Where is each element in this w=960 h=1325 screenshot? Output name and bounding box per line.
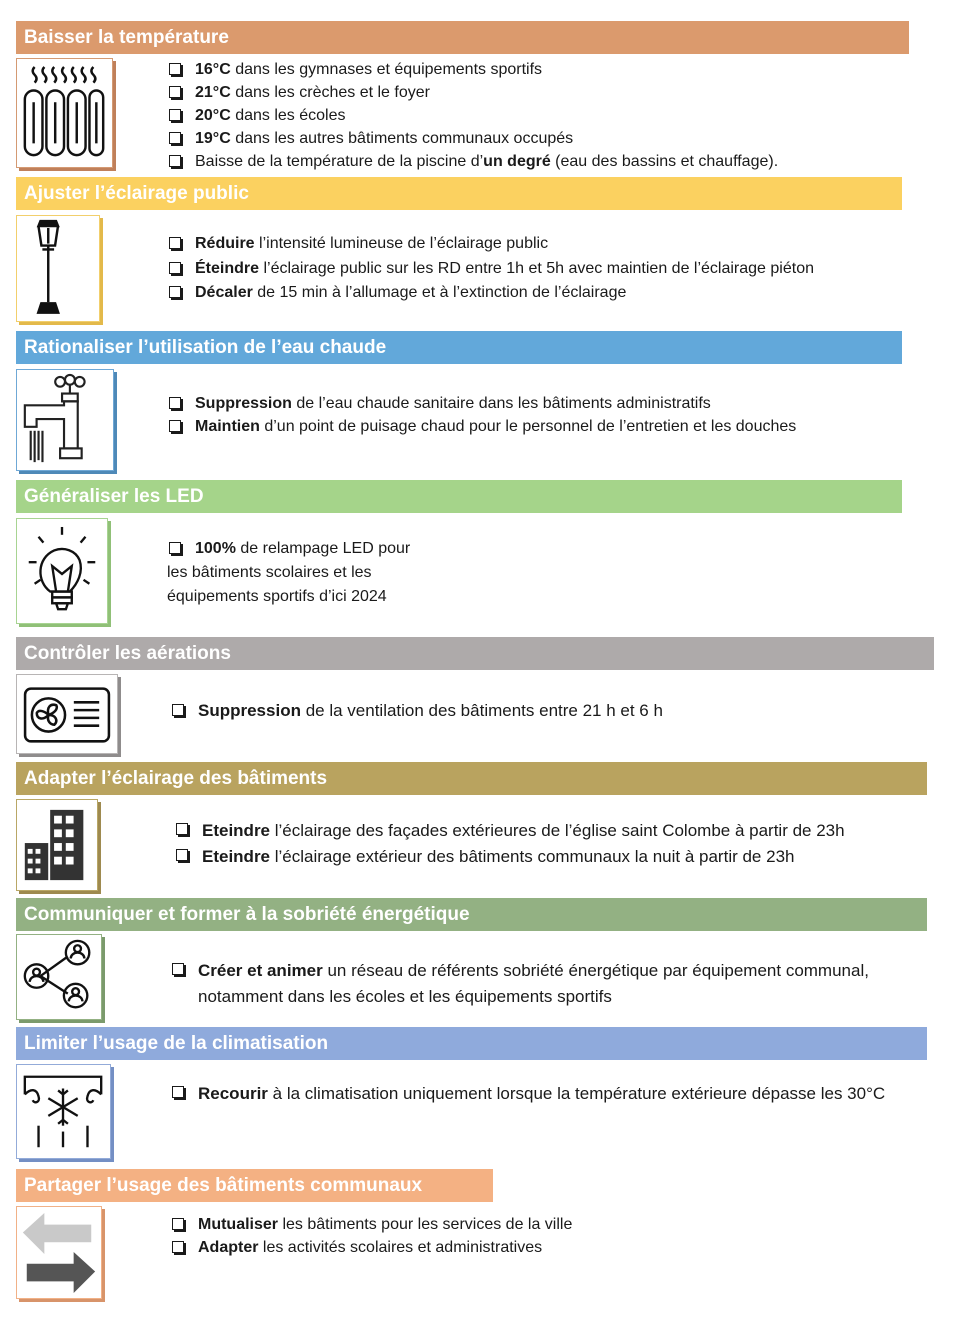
list-item: 16°C dans les gymnases et équipements sportifs: [167, 58, 867, 81]
list-item: Éteindre l’éclairage public sur les RD entre 1h et 5h avec maintien de l’éclairage piéton: [167, 257, 907, 282]
section-header-temperature: Baisser la température: [16, 21, 909, 54]
list-item: Créer et animer un réseau de référents sobriété énergétique par équipement communal, notamment dans les écoles et les équipements sportifs: [170, 958, 890, 1010]
list-item: Adapter les activités scolaires et administratives: [170, 1236, 890, 1259]
list-item: Recourir à la climatisation uniquement lorsque la température extérieure dépasse les 30°C: [170, 1081, 935, 1106]
section-header-sharing: Partager l’usage des bâtiments communaux: [16, 1169, 493, 1202]
ventilation-fan-icon: [16, 674, 118, 754]
section-header-ventilation: Contrôler les aérations: [16, 637, 934, 670]
sharing-list: [170, 1213, 890, 1259]
section-header-led: Généraliser les LED: [16, 480, 902, 513]
street-lamp-icon: [16, 215, 100, 322]
list-item: Eteindre l’éclairage extérieur des bâtiments communaux la nuit à partir de 23h: [174, 844, 934, 870]
air-conditioner-icon: [16, 1064, 111, 1159]
list-item: 21°C dans les crèches et le foyer: [167, 81, 867, 104]
section-header-building-lighting: Adapter l’éclairage des bâtiments: [16, 762, 927, 795]
temperature-list: [167, 58, 867, 173]
led-text: 100% de relampage LED pour les bâtiments scolaires et les équipements sportifs d’ici 2024: [167, 540, 411, 605]
public-lighting-list: [167, 232, 907, 306]
air-conditioning-list: [170, 1081, 935, 1106]
list-item: Eteindre l’éclairage des façades extérieures de l’église saint Colombe à partir de 23h: [174, 818, 934, 844]
list-item: Suppression de l’eau chaude sanitaire dans les bâtiments administratifs: [167, 392, 907, 415]
buildings-icon: [16, 799, 98, 891]
ventilation-list: [170, 699, 910, 722]
network-people-icon: [16, 934, 102, 1020]
list-item: Maintien d’un point de puisage chaud pour le personnel de l’entretien et les douches: [167, 415, 907, 438]
list-item: Baisse de la température de la piscine d’un degré (eau des bassins et chauffage).: [167, 150, 867, 173]
list-item: Décaler de 15 min à l’allumage et à l’extinction de l’éclairage: [167, 281, 907, 306]
light-bulb-icon: [16, 518, 108, 624]
hot-water-list: [167, 392, 907, 438]
radiator-icon: [16, 58, 113, 168]
section-header-hot-water: Rationaliser l’utilisation de l’eau chaude: [16, 331, 902, 364]
faucet-icon: [16, 369, 114, 471]
section-header-public-lighting: Ajuster l’éclairage public: [16, 177, 902, 210]
section-header-communication: Communiquer et former à la sobriété énergétique: [16, 898, 927, 931]
building-lighting-list: [174, 818, 934, 870]
list-item: 20°C dans les écoles: [167, 104, 867, 127]
list-item: Réduire l’intensité lumineuse de l’éclairage public: [167, 232, 907, 257]
list-item: Suppression de la ventilation des bâtiments entre 21 h et 6 h: [170, 699, 910, 722]
communication-list: [170, 958, 890, 1010]
checkbox-icon: [169, 542, 181, 554]
exchange-arrows-icon: [16, 1206, 102, 1299]
list-item: 19°C dans les autres bâtiments communaux occupés: [167, 127, 867, 150]
list-item: Mutualiser les bâtiments pour les services de la ville: [170, 1213, 890, 1236]
section-header-air-conditioning: Limiter l’usage de la climatisation: [16, 1027, 927, 1060]
